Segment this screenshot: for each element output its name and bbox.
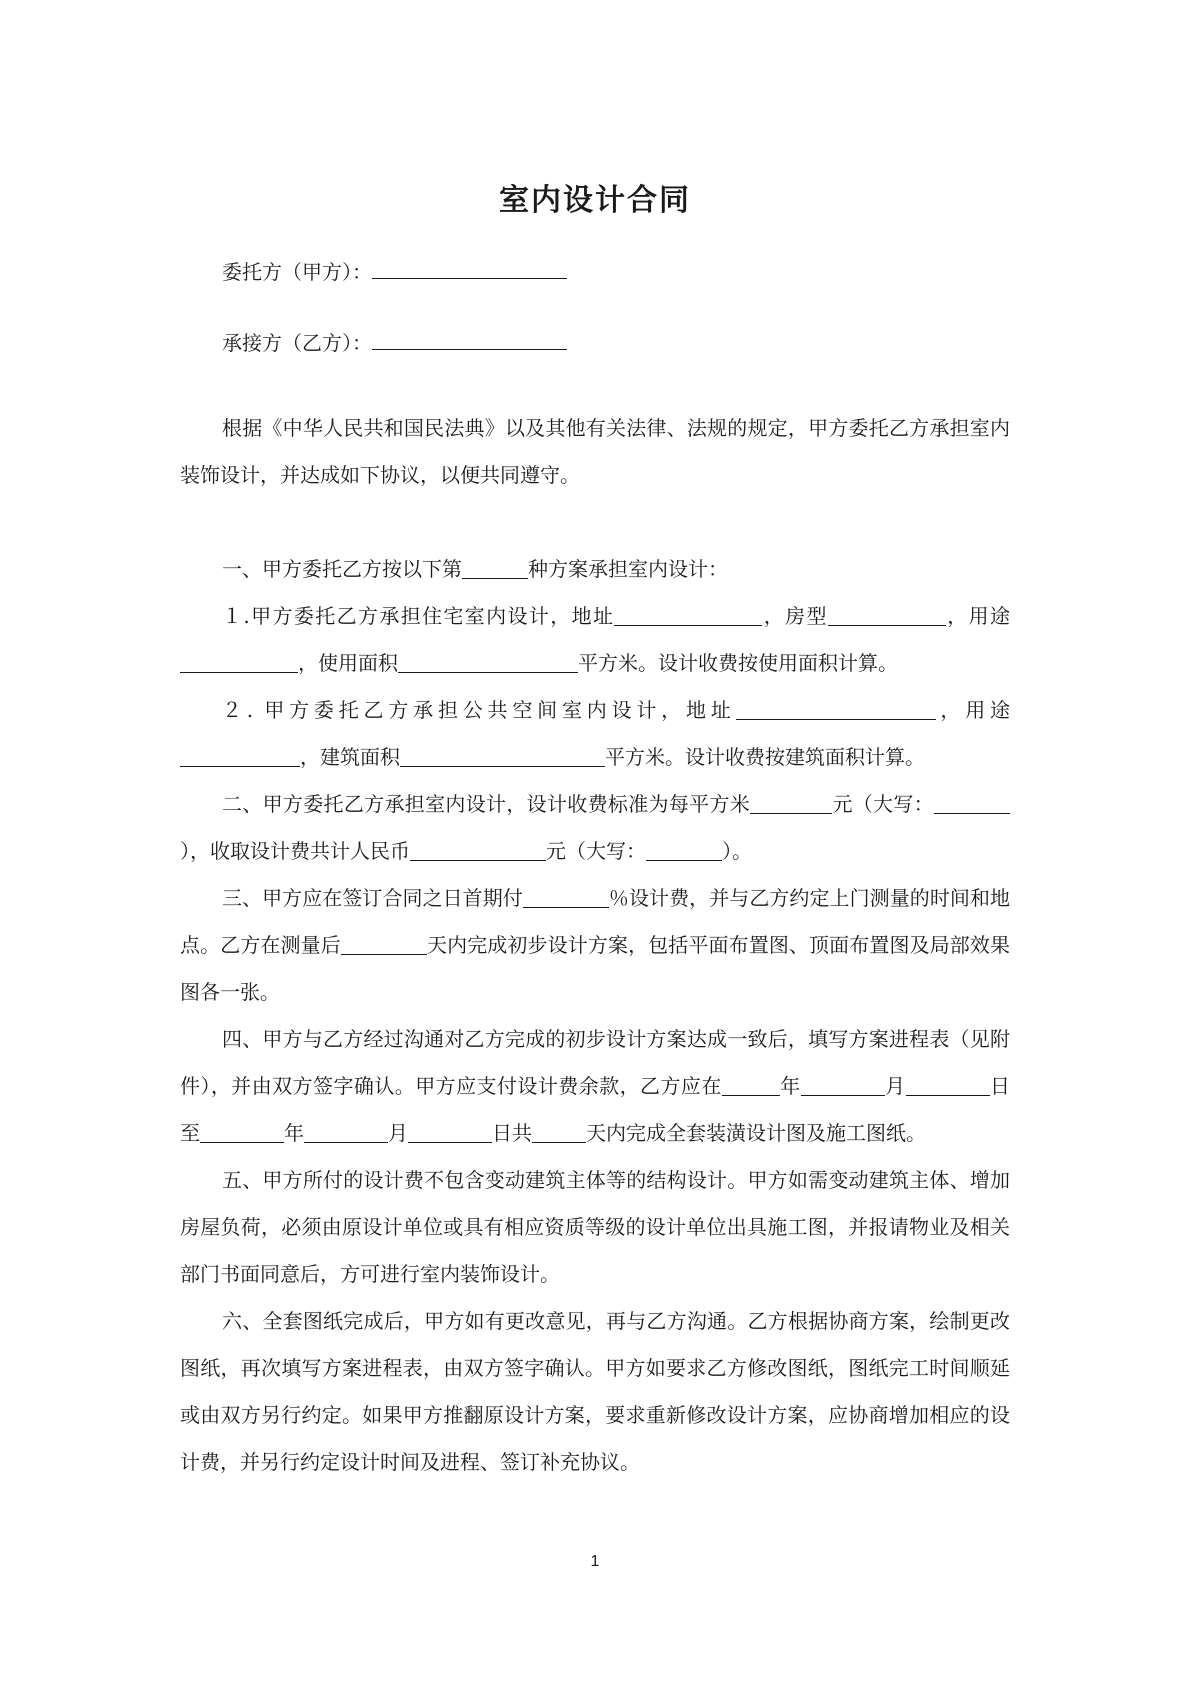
- clause-4-text: 月: [388, 1121, 408, 1145]
- document-title: 室内设计合同: [499, 183, 691, 218]
- clause-2-text: ）。: [722, 839, 752, 863]
- party-a-label: 委托方（甲方）：: [222, 260, 372, 284]
- clause-6: 六、全套图纸完成后，甲方如有更改意见，再与乙方沟通。乙方根据协商方案，绘制更改图纸，再次填写方案进程表，由双方签字确认。甲方如要求乙方修改图纸，图纸完工时间顺延或由双方另行约定。如果甲方推翻原设计方案，要求重新修改设计方案，应协商增加相应的设计费，并另行约定设计时间及进程、签订补充协议。: [180, 1309, 1010, 1474]
- public-address-blank[interactable]: [736, 699, 936, 720]
- party-b-label: 承接方（乙方）：: [222, 331, 372, 355]
- clause-1-text: 一、甲方委托乙方按以下第: [222, 557, 462, 581]
- clause-4-text: 日共: [492, 1121, 532, 1145]
- clause-2-text: 元（大写：: [832, 792, 934, 816]
- clause-3-text: 天内完成初步设计方案，包括平面布置图、顶面布置图及局部效果图各一张。: [180, 933, 1011, 1004]
- clause-4-text: 日至: [180, 1074, 1010, 1145]
- clause-5: 五、甲方所付的设计费不包含变动建筑主体等的结构设计。甲方如需变动建筑主体、增加房屋负荷，必须由原设计单位或具有相应资质等级的设计单位出具施工图，并报请物业及相关部门书面同意后，方可进行室内装饰设计。: [180, 1168, 1010, 1286]
- clause-4-text: 天内完成全套装潢设计图及施工图纸。: [586, 1121, 926, 1145]
- clause-1-2: [180, 687, 1010, 781]
- total-fee-capital-blank[interactable]: [646, 840, 722, 861]
- clause-4-text: 年: [779, 1074, 801, 1098]
- start-day-blank[interactable]: [906, 1075, 990, 1096]
- unit-fee-blank[interactable]: [750, 793, 832, 814]
- house-type-blank[interactable]: [828, 605, 946, 626]
- start-month-blank[interactable]: [801, 1075, 885, 1096]
- public-use-blank[interactable]: [180, 746, 300, 767]
- unit-fee-capital-blank[interactable]: [934, 793, 1010, 814]
- end-month-blank[interactable]: [304, 1122, 388, 1143]
- clause-1-1-text: ，房型: [762, 604, 828, 628]
- clause-4-text: 四、甲方与乙方经过沟通对乙方完成的初步设计方案达成一致后，填写方案进程表（见附件），并由双方签字确认。甲方应支付设计费余款，乙方应在: [180, 1027, 1010, 1098]
- clause-2: [180, 781, 1010, 875]
- total-fee-blank[interactable]: [410, 840, 546, 861]
- end-day-blank[interactable]: [408, 1122, 492, 1143]
- scheme-number-blank[interactable]: [462, 558, 528, 579]
- clause-1-1-text: ，使用面积: [298, 651, 398, 675]
- start-year-blank[interactable]: [722, 1075, 780, 1096]
- party-a-blank[interactable]: [372, 256, 567, 279]
- party-b-blank[interactable]: [372, 327, 567, 350]
- total-days-blank[interactable]: [532, 1122, 586, 1143]
- clause-2-text: ），收取设计费共计人民币: [180, 839, 410, 863]
- clause-4-text: 月: [884, 1074, 906, 1098]
- clause-1-2-text: 平方米。设计收费按建筑面积计算。: [605, 745, 925, 769]
- clause-1-1-text: 平方米。设计收费按使用面积计算。: [578, 651, 898, 675]
- preliminary-days-blank[interactable]: [341, 934, 427, 955]
- clause-1-2-text: ，建筑面积: [300, 745, 400, 769]
- end-year-blank[interactable]: [200, 1122, 284, 1143]
- first-payment-percent-blank[interactable]: [523, 887, 609, 908]
- contract-body: [180, 405, 1010, 1486]
- clause-4: [180, 1016, 1010, 1157]
- clause-3: [180, 875, 1010, 1016]
- clause-1-1-text: ，用途: [945, 604, 1011, 628]
- usable-area-blank[interactable]: [398, 652, 578, 673]
- clause-1-2-text: ２. 甲方委托乙方承担公共空间室内设计，地址: [222, 698, 736, 722]
- residence-address-blank[interactable]: [614, 605, 762, 626]
- preamble-paragraph: 根据《中华人民共和国民法典》以及其他有关法律、法规的规定，甲方委托乙方承担室内装饰设计，并达成如下协议，以便共同遵守。: [180, 416, 1010, 487]
- party-a-line: [222, 256, 567, 287]
- clause-3-text: ％设计费，并与乙方约定上门测量的时间和地点。乙方在测量后: [180, 886, 1011, 957]
- clause-2-text: 二、甲方委托乙方承担室内设计，设计收费标准为每平方米: [222, 792, 751, 816]
- clause-1-1-text: １.甲方委托乙方承担住宅室内设计，地址: [222, 604, 615, 628]
- clause-2-text: 元（大写：: [546, 839, 646, 863]
- clause-1-2-text: ，用途: [935, 698, 1011, 722]
- residence-use-blank[interactable]: [180, 652, 298, 673]
- clause-1: [180, 546, 1010, 593]
- clause-1-1: [180, 593, 1010, 687]
- clause-4-text: 年: [284, 1121, 304, 1145]
- clause-3-text: 三、甲方应在签订合同之日首期付: [222, 886, 523, 910]
- clause-1-text: 种方案承担室内设计：: [528, 557, 728, 581]
- page-number: 1: [590, 1553, 600, 1570]
- party-b-line: [222, 327, 567, 358]
- building-area-blank[interactable]: [400, 746, 605, 767]
